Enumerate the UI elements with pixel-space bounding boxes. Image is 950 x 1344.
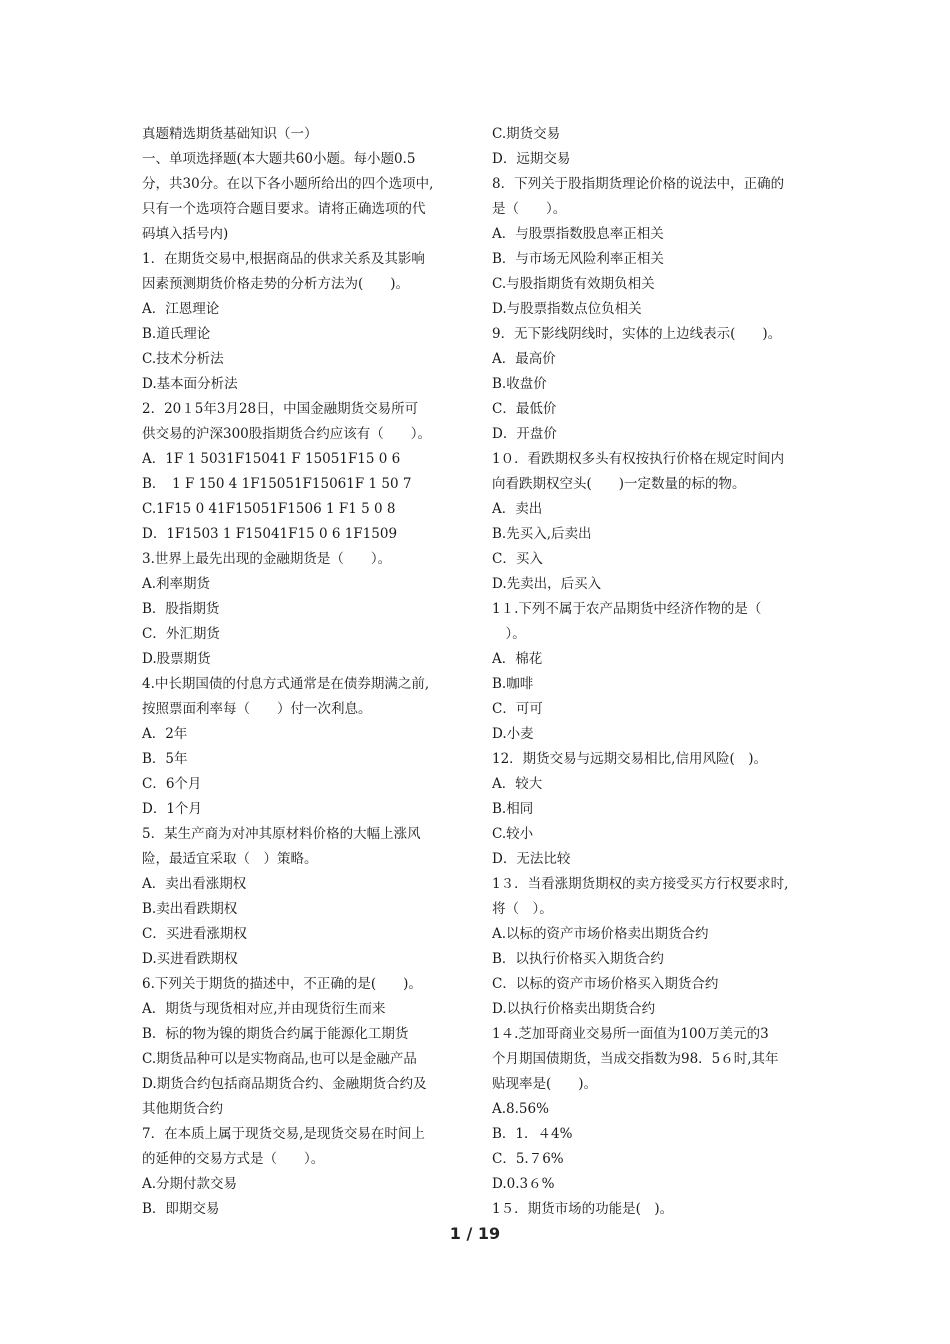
text-line: A．卖出看涨期权 xyxy=(142,876,247,892)
text-line: B．与市场无风险利率正相关 xyxy=(492,251,664,267)
text-line: D．开盘价 xyxy=(492,426,557,442)
text-line: 1１.下列不属于农产品期货中经济作物的是（ xyxy=(492,601,762,617)
text-line: 将（ ）。 xyxy=(492,901,553,917)
text-line: 6.下列关于期货的描述中，不正确的是( )。 xyxy=(142,976,422,992)
text-line: 1．在期货交易中,根据商品的供求关系及其影响 xyxy=(142,251,425,267)
text-line: 一、单项选择题(本大题共60小题。每小题0.5 xyxy=(142,151,416,167)
text-line: 7．在本质上属于现货交易,是现货交易在时间上 xyxy=(142,1126,425,1142)
text-line: C.期货交易 xyxy=(492,126,561,142)
text-line: 3.世界上最先出现的金融期货是（ ）。 xyxy=(142,551,392,567)
text-line: 9．无下影线阴线时，实体的上边线表示( )。 xyxy=(492,326,782,342)
text-line: D．无法比较 xyxy=(492,851,571,867)
text-line: D.与股票指数点位负相关 xyxy=(492,301,642,317)
text-line: C．以标的资产市场价格买入期货合约 xyxy=(492,976,719,992)
text-line: D．1个月 xyxy=(142,801,202,817)
text-line: 因素预测期货价格走势的分析方法为( )。 xyxy=(142,276,410,292)
page-number: 1 / 19 xyxy=(449,1224,501,1243)
text-line: ）。 xyxy=(492,626,526,642)
text-line: 是（ ）。 xyxy=(492,201,567,217)
text-line: 8．下列关于股指期货理论价格的说法中，正确的 xyxy=(492,176,785,192)
text-line: 1４.芝加哥商业交易所一面值为100万美元的3 xyxy=(492,1026,769,1042)
text-line: B．即期交易 xyxy=(142,1201,220,1217)
text-line: 2．20１5年3月28日，中国金融期货交易所可 xyxy=(142,401,419,417)
text-line: A．1F 1 5031F15041 F 15051F15 0 6 xyxy=(142,451,401,467)
text-line: B.咖啡 xyxy=(492,676,534,692)
text-line: B.收盘价 xyxy=(492,376,547,392)
text-line: C．5.７6% xyxy=(492,1151,564,1167)
text-line: A.分期付款交易 xyxy=(142,1176,238,1192)
left-column xyxy=(142,122,470,1222)
text-line: 贴现率是( )。 xyxy=(492,1076,598,1092)
text-line: C．外汇期货 xyxy=(142,626,220,642)
text-line: 的延伸的交易方式是（ ）。 xyxy=(142,1151,325,1167)
text-line: A．棉花 xyxy=(492,651,543,667)
text-line: 向看跌期权空头( )一定数量的标的物。 xyxy=(492,476,746,492)
text-line: D.小麦 xyxy=(492,726,534,742)
text-line: A．最高价 xyxy=(492,351,556,367)
text-line: 1５．期货市场的功能是( )。 xyxy=(492,1201,674,1217)
text-line: 其他期货合约 xyxy=(142,1101,223,1117)
text-line: A．与股票指数股息率正相关 xyxy=(492,226,664,242)
text-line: 按照票面利率每（ ）付一次利息。 xyxy=(142,701,372,717)
text-line: A.利率期货 xyxy=(142,576,211,592)
text-line: 1０．看跌期权多头有权按执行价格在规定时间内 xyxy=(492,451,785,467)
text-line: B．标的物为镍的期货合约属于能源化工期货 xyxy=(142,1026,409,1042)
text-line: C．买进看涨期权 xyxy=(142,926,247,942)
text-line: B.道氏理论 xyxy=(142,326,211,342)
text-line: B． 1 F 150 4 1F15051F15061F 1 50 7 xyxy=(142,476,412,492)
text-line: 供交易的沪深300股指期货合约应该有（ ）。 xyxy=(142,426,432,442)
text-line: B．股指期货 xyxy=(142,601,220,617)
text-line: D.股票期货 xyxy=(142,651,211,667)
text-line: B．5年 xyxy=(142,751,188,767)
text-line: C.1F15 0 41F15051F1506 1 F1 5 0 8 xyxy=(142,501,396,517)
text-line: B.先买入,后卖出 xyxy=(492,526,592,542)
text-line: 1３．当看涨期货期权的卖方接受买方行权要求时, xyxy=(492,876,789,892)
text-line: D．远期交易 xyxy=(492,151,571,167)
text-line: D．1F1503 1 F15041F15 0 6 1F1509 xyxy=(142,526,398,542)
text-line: B.卖出看跌期权 xyxy=(142,901,238,917)
text-line: A．江恩理论 xyxy=(142,301,220,317)
text-line: A．期货与现货相对应,并由现货衍生而来 xyxy=(142,1001,386,1017)
text-line: C.较小 xyxy=(492,826,534,842)
text-line: A．卖出 xyxy=(492,501,543,517)
text-line: 12．期货交易与远期交易相比,信用风险( )。 xyxy=(492,751,768,767)
text-line: D.0.3６% xyxy=(492,1176,555,1192)
text-line: 只有一个选项符合题目要求。请将正确选项的代 xyxy=(142,201,426,217)
text-line: 5．某生产商为对冲其原材料价格的大幅上涨风 xyxy=(142,826,421,842)
text-line: C．买入 xyxy=(492,551,543,567)
text-line: D.先卖出，后买入 xyxy=(492,576,602,592)
text-line: A.8.56% xyxy=(492,1101,549,1117)
text-line: D.买进看跌期权 xyxy=(142,951,238,967)
text-line: D.期货合约包括商品期货合约、金融期货合约及 xyxy=(142,1076,427,1092)
text-line: C.技术分析法 xyxy=(142,351,224,367)
text-line: C．最低价 xyxy=(492,401,557,417)
text-line: B．1．４4% xyxy=(492,1126,573,1142)
right-column xyxy=(492,122,820,1222)
text-line: 真题精选期货基础知识（一） xyxy=(142,126,318,142)
text-line: C.与股指期货有效期负相关 xyxy=(492,276,655,292)
text-line: 分，共30分。在以下各小题所给出的四个选项中, xyxy=(142,176,434,192)
text-line: B.相同 xyxy=(492,801,534,817)
text-line: B．以执行价格买入期货合约 xyxy=(492,951,664,967)
text-line: 险，最适宜采取（ ）策略。 xyxy=(142,851,318,867)
text-line: A．2年 xyxy=(142,726,188,742)
text-line: A．较大 xyxy=(492,776,543,792)
text-line: D.以执行价格卖出期货合约 xyxy=(492,1001,656,1017)
text-line: C．6个月 xyxy=(142,776,202,792)
text-line: 码填入括号内) xyxy=(142,226,229,242)
text-line: 4.中长期国债的付息方式通常是在债券期满之前, xyxy=(142,676,430,692)
text-line: D.基本面分析法 xyxy=(142,376,238,392)
text-line: A.以标的资产市场价格卖出期货合约 xyxy=(492,926,709,942)
text-line: C.期货品种可以是实物商品,也可以是金融产品 xyxy=(142,1051,417,1067)
text-line: C．可可 xyxy=(492,701,543,717)
text-line: 个月期国债期货，当成交指数为98．5６时,其年 xyxy=(492,1051,779,1067)
